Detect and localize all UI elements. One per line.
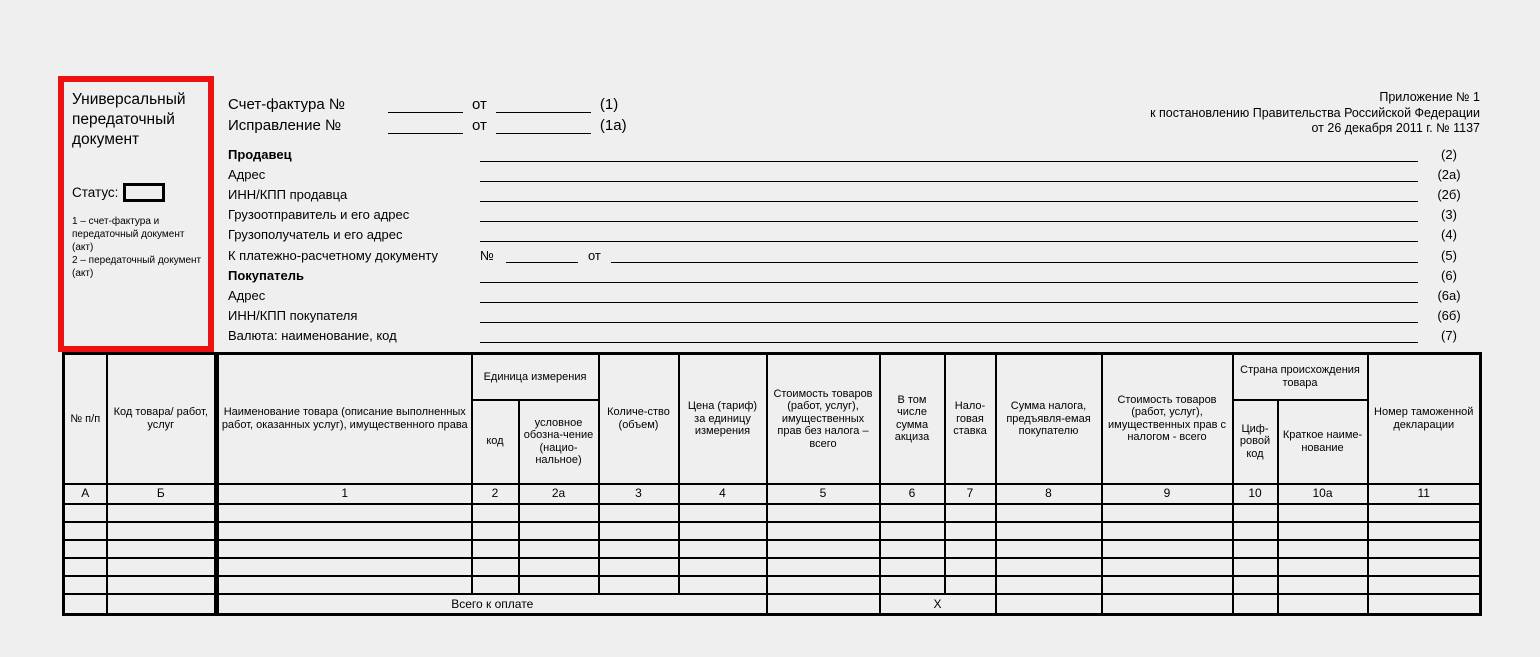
- appendix-line-1: Приложение № 1: [1379, 90, 1480, 104]
- col-header-excise: В том числе сумма акциза: [880, 354, 945, 484]
- col-header-cost-with-tax: Стоимость товаров (работ, услуг), имущественных прав с налогом - всего: [1102, 354, 1233, 484]
- col-letter: 1: [217, 484, 472, 504]
- total-x-mark: Х: [880, 594, 996, 615]
- col-letter: 2а: [519, 484, 599, 504]
- col-header-country-code: Циф-ровой код: [1233, 400, 1278, 484]
- invoice-date-field[interactable]: [496, 91, 591, 113]
- col-header-unit-group: Единица измерения: [472, 354, 599, 400]
- table-cell[interactable]: [472, 576, 519, 594]
- table-cell[interactable]: [679, 540, 767, 558]
- table-cell[interactable]: [217, 540, 472, 558]
- status-input-box[interactable]: [123, 183, 165, 202]
- table-cell[interactable]: [519, 558, 599, 576]
- table-cell[interactable]: [599, 540, 679, 558]
- row-code: (2): [1441, 147, 1457, 163]
- table-cell[interactable]: [1278, 540, 1368, 558]
- table-cell[interactable]: [519, 540, 599, 558]
- col-header-cost-without-tax: Стоимость товаров (работ, услуг), имущественных прав без налога – всего: [767, 354, 880, 484]
- col-header-unit-code: код: [472, 400, 519, 484]
- table-cell[interactable]: [472, 522, 519, 540]
- buyer-inn-label: ИНН/КПП покупателя: [228, 307, 358, 323]
- invoice-number-field[interactable]: [388, 91, 463, 113]
- table-cell[interactable]: [599, 504, 679, 522]
- seller-inn-label: ИНН/КПП продавца: [228, 187, 348, 203]
- appendix-line-2: к постановлению Правительства Российской Федерации: [1150, 105, 1480, 120]
- table-cell[interactable]: [996, 576, 1102, 594]
- col-letter: 8: [996, 484, 1102, 504]
- table-row: [64, 504, 1481, 522]
- table-cell[interactable]: [217, 522, 472, 540]
- col-header-price: Цена (тариф) за единицу измерения: [679, 354, 767, 484]
- correction-row-code: (1а): [599, 117, 627, 134]
- correction-number-field[interactable]: [388, 113, 463, 135]
- invoice-number-block: [228, 91, 627, 134]
- consignee-label: Грузополучатель и его адрес: [228, 227, 403, 243]
- table-cell[interactable]: [767, 540, 880, 558]
- table-cell[interactable]: [519, 576, 599, 594]
- row-code: (5): [1441, 247, 1457, 263]
- goods-table-header: [64, 354, 1481, 504]
- column-letters-row: [64, 484, 1481, 504]
- row-code: (6б): [1437, 307, 1461, 323]
- status-highlight-box: [58, 76, 214, 352]
- form-title: Универсальный передаточный документ: [72, 91, 186, 148]
- table-cell[interactable]: [945, 504, 996, 522]
- col-letter: 3: [599, 484, 679, 504]
- table-row: [64, 522, 1481, 540]
- status-label: Статус:: [72, 185, 119, 200]
- buyer-field[interactable]: [480, 263, 1418, 283]
- col-header-country-name: Краткое наиме-нование: [1278, 400, 1368, 484]
- table-cell[interactable]: [1233, 522, 1278, 540]
- table-cell[interactable]: [945, 522, 996, 540]
- table-cell[interactable]: [945, 540, 996, 558]
- table-cell[interactable]: [880, 540, 945, 558]
- payment-doc-number-field[interactable]: [506, 242, 578, 262]
- table-cell[interactable]: [767, 558, 880, 576]
- col-letter: 5: [767, 484, 880, 504]
- table-cell[interactable]: [1368, 558, 1481, 576]
- col-header-quantity: Количе-ство (объем): [599, 354, 679, 484]
- row-code: (6а): [1437, 287, 1461, 303]
- appendix-line-3: от 26 декабря 2011 г. № 1137: [1311, 121, 1480, 135]
- buyer-label: Покупатель: [228, 267, 304, 283]
- table-cell[interactable]: [64, 558, 107, 576]
- table-cell[interactable]: [679, 504, 767, 522]
- table-cell[interactable]: [64, 522, 107, 540]
- seller-inn-field[interactable]: [480, 182, 1418, 202]
- table-cell[interactable]: [1102, 576, 1233, 594]
- table-cell[interactable]: [996, 522, 1102, 540]
- payment-doc-label: К платежно-расчетному документу: [228, 247, 438, 263]
- table-cell[interactable]: [599, 576, 679, 594]
- status-note-1: 1 – счет-фактура и передаточный документ (акт): [72, 216, 185, 253]
- requisite-row-seller-inn: [228, 182, 1480, 202]
- table-cell[interactable]: [107, 576, 217, 594]
- total-row: [64, 594, 1481, 615]
- col-letter: Б: [107, 484, 217, 504]
- table-cell[interactable]: [1368, 540, 1481, 558]
- col-header-num: № п/п: [64, 354, 107, 484]
- buyer-address-label: Адрес: [228, 287, 266, 303]
- table-cell[interactable]: [107, 504, 217, 522]
- row-code: (4): [1441, 227, 1457, 243]
- payment-doc-no-label: №: [480, 247, 494, 263]
- total-customs-cell[interactable]: [1368, 594, 1481, 615]
- currency-label: Валюта: наименование, код: [228, 327, 397, 343]
- table-cell[interactable]: [1233, 576, 1278, 594]
- appendix-note: [700, 90, 1480, 137]
- consignee-field[interactable]: [480, 222, 1418, 242]
- requisite-row-buyer-address: [228, 283, 1480, 303]
- table-cell[interactable]: [519, 504, 599, 522]
- col-letter: 9: [1102, 484, 1233, 504]
- col-letter: 6: [880, 484, 945, 504]
- row-code: (6): [1441, 267, 1457, 283]
- goods-table: [62, 352, 1482, 616]
- table-cell[interactable]: [64, 576, 107, 594]
- invoice-row-code: (1): [599, 95, 619, 113]
- table-cell[interactable]: [1278, 504, 1368, 522]
- col-letter: 4: [679, 484, 767, 504]
- table-cell[interactable]: [880, 576, 945, 594]
- table-cell[interactable]: [64, 540, 107, 558]
- total-country-name-cell[interactable]: [1278, 594, 1368, 615]
- table-cell[interactable]: [217, 504, 472, 522]
- table-cell[interactable]: [472, 540, 519, 558]
- table-cell[interactable]: [1368, 504, 1481, 522]
- requisites-block: [228, 142, 1480, 343]
- table-cell[interactable]: [767, 576, 880, 594]
- table-cell[interactable]: [217, 576, 472, 594]
- table-cell[interactable]: [679, 576, 767, 594]
- seller-label: Продавец: [228, 147, 292, 163]
- table-cell[interactable]: [1278, 558, 1368, 576]
- correction-ot-label: от: [472, 117, 487, 134]
- table-cell[interactable]: [1368, 522, 1481, 540]
- payment-doc-fields: [480, 242, 1418, 262]
- col-letter: 10: [1233, 484, 1278, 504]
- invoice-ot-label: от: [472, 95, 487, 113]
- goods-table-footer: [64, 594, 1481, 615]
- table-cell[interactable]: [1368, 576, 1481, 594]
- table-cell[interactable]: [217, 558, 472, 576]
- total-cell-b[interactable]: [107, 594, 217, 615]
- table-row: [64, 540, 1481, 558]
- payment-doc-date-field[interactable]: [611, 242, 1418, 262]
- correction-date-field[interactable]: [496, 113, 591, 135]
- total-country-code-cell[interactable]: [1233, 594, 1278, 615]
- invoice-number-row: [228, 91, 627, 113]
- table-cell[interactable]: [472, 558, 519, 576]
- table-cell[interactable]: [519, 522, 599, 540]
- total-cost-without-tax-cell[interactable]: [767, 594, 880, 615]
- table-cell[interactable]: [1233, 504, 1278, 522]
- table-cell[interactable]: [107, 540, 217, 558]
- table-cell[interactable]: [679, 558, 767, 576]
- table-cell[interactable]: [767, 504, 880, 522]
- table-row: [64, 576, 1481, 594]
- total-tax-amount-cell[interactable]: [996, 594, 1102, 615]
- col-header-code: Код товара/ работ, услуг: [107, 354, 217, 484]
- table-cell[interactable]: [945, 558, 996, 576]
- seller-field[interactable]: [480, 142, 1418, 162]
- requisite-row-seller: [228, 142, 1480, 162]
- table-cell[interactable]: [1278, 576, 1368, 594]
- requisite-row-buyer: [228, 263, 1480, 283]
- col-letter: 10а: [1278, 484, 1368, 504]
- currency-field[interactable]: [480, 323, 1418, 343]
- col-letter: 11: [1368, 484, 1481, 504]
- col-header-tax-rate: Нало-говая ставка: [945, 354, 996, 484]
- requisite-row-seller-address: [228, 162, 1480, 182]
- col-header-name: Наименование товара (описание выполненных работ, оказанных услуг), имущественного права: [217, 354, 472, 484]
- col-letter: 7: [945, 484, 996, 504]
- row-code: (2а): [1437, 167, 1461, 183]
- col-header-country-group: Страна происхождения товара: [1233, 354, 1368, 400]
- requisite-row-payment-doc: [228, 242, 1480, 262]
- status-row: [72, 183, 201, 202]
- correction-number-label: Исправление №: [228, 117, 342, 134]
- col-header-customs-declaration: Номер таможенной декларации: [1368, 354, 1481, 484]
- table-cell[interactable]: [1233, 558, 1278, 576]
- col-letter: А: [64, 484, 107, 504]
- table-cell[interactable]: [1233, 540, 1278, 558]
- table-cell[interactable]: [1102, 540, 1233, 558]
- requisite-row-currency: [228, 323, 1480, 343]
- status-notes: [72, 215, 204, 280]
- table-cell[interactable]: [1102, 504, 1233, 522]
- table-cell[interactable]: [945, 576, 996, 594]
- seller-address-label: Адрес: [228, 167, 266, 183]
- total-cost-with-tax-cell[interactable]: [1102, 594, 1233, 615]
- row-code: (2б): [1437, 187, 1461, 203]
- invoice-number-label: Счет-фактура №: [228, 95, 345, 113]
- row-code: (7): [1441, 327, 1457, 343]
- requisite-row-consignee: [228, 222, 1480, 242]
- table-cell[interactable]: [599, 522, 679, 540]
- table-cell[interactable]: [107, 558, 217, 576]
- table-cell[interactable]: [64, 504, 107, 522]
- table-cell[interactable]: [996, 558, 1102, 576]
- seller-address-field[interactable]: [480, 162, 1418, 182]
- consignor-label: Грузоотправитель и его адрес: [228, 207, 410, 223]
- table-cell[interactable]: [1102, 558, 1233, 576]
- table-cell[interactable]: [1102, 522, 1233, 540]
- table-cell[interactable]: [472, 504, 519, 522]
- col-header-unit-symbol: условное обозна-чение (нацио-нальное): [519, 400, 599, 484]
- table-cell[interactable]: [1278, 522, 1368, 540]
- buyer-address-field[interactable]: [480, 283, 1418, 303]
- table-cell[interactable]: [880, 522, 945, 540]
- row-code: (3): [1441, 207, 1457, 223]
- col-letter: 2: [472, 484, 519, 504]
- table-cell[interactable]: [880, 504, 945, 522]
- status-note-2: 2 – передаточный документ (акт): [72, 255, 202, 279]
- table-cell[interactable]: [107, 522, 217, 540]
- correction-number-row: [228, 113, 627, 135]
- consignor-field[interactable]: [480, 202, 1418, 222]
- requisite-row-consignor: [228, 202, 1480, 222]
- table-cell[interactable]: [679, 522, 767, 540]
- total-label: Всего к оплате: [217, 594, 767, 615]
- requisite-row-buyer-inn: [228, 303, 1480, 323]
- table-cell[interactable]: [767, 522, 880, 540]
- table-cell[interactable]: [880, 558, 945, 576]
- table-cell[interactable]: [996, 504, 1102, 522]
- buyer-inn-field[interactable]: [480, 303, 1418, 323]
- total-cell-a[interactable]: [64, 594, 107, 615]
- payment-doc-ot-label: от: [587, 247, 601, 263]
- col-header-tax-amount: Сумма налога, предъявля-емая покупателю: [996, 354, 1102, 484]
- goods-table-body: [64, 504, 1481, 594]
- table-row: [64, 558, 1481, 576]
- table-cell[interactable]: [599, 558, 679, 576]
- table-cell[interactable]: [996, 540, 1102, 558]
